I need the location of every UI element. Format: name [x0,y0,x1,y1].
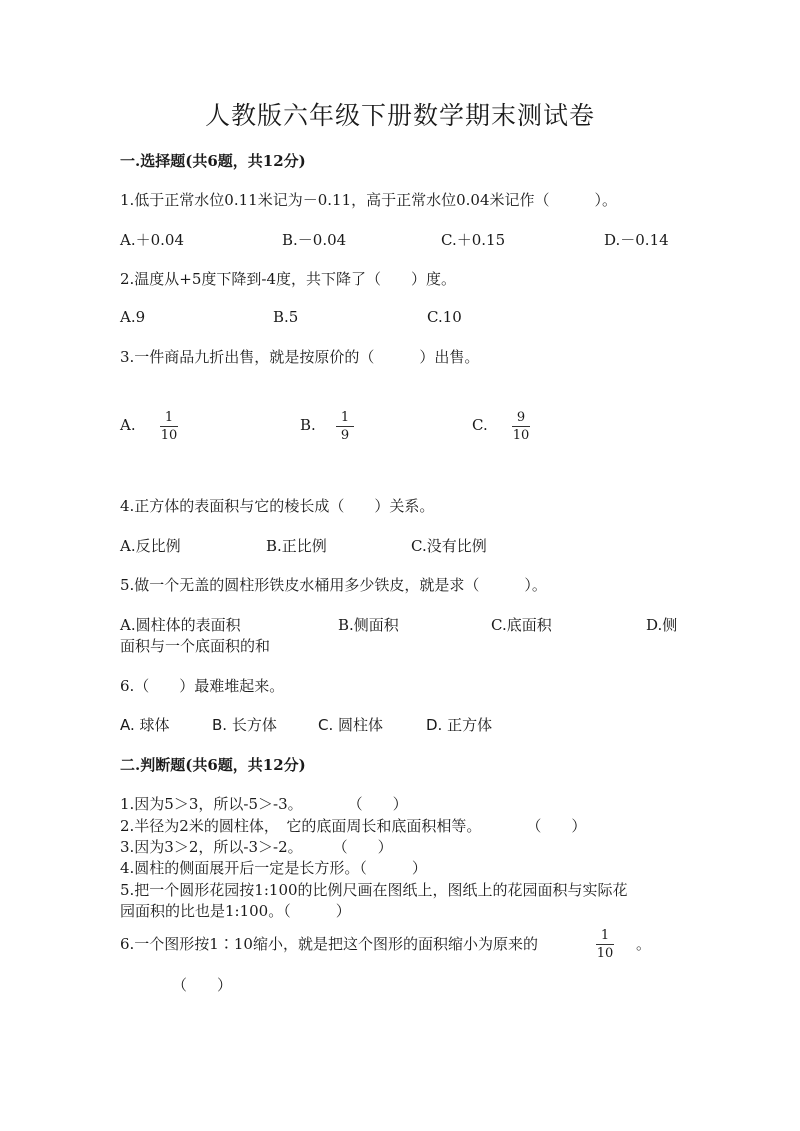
judgement-item-6-fraction [596,929,614,960]
judgement-item-4: 4.圆柱的侧面展开后一定是长方形。（ ） [120,859,427,877]
q6-option-d: D. 正方体 [426,716,493,734]
q5-option-a: A.圆柱体的表面积 [120,616,241,634]
fraction-numerator: 9 [516,410,526,425]
question-6: 6.（ ）最难堆起来。 [120,677,285,695]
q1-option-c: C.＋0.15 [441,231,506,249]
question-1: 1.低于正常水位0.11米记为－0.11，高于正常水位0.04米记作（ ）。 [120,191,618,209]
q3-option-a-label: A. [120,416,136,434]
section-heading-judgement: 二.判断题(共6题，共12分) [120,756,306,774]
fraction-numerator: 1 [600,928,610,943]
q3-option-b-fraction [336,411,354,442]
q5-option-b: B.侧面积 [338,616,399,634]
q6-option-b: B. 长方体 [212,716,277,734]
judgement-item-5: 5.把一个圆形花园按1:100的比例尺画在图纸上，图纸上的花园面积与实际花 [120,881,628,899]
judgement-item-6-answer-paren: （ ） [172,976,233,994]
q1-option-b: B.－0.04 [282,231,347,249]
judgement-item-6-end: 。 [636,935,652,953]
q4-option-b: B.正比例 [266,537,327,555]
q6-option-a: A. 球体 [120,716,170,734]
judgement-item-3: 3.因为3＞2，所以-3＞-2。 （ ） [120,838,393,856]
judgement-item-6: 6.一个图形按1∶10缩小，就是把这个图形的面积缩小为原来的 [120,935,538,953]
q3-option-c-label: C. [472,416,488,434]
q5-option-c: C.底面积 [491,616,552,634]
fraction-bar [512,426,530,427]
fraction-denominator: 9 [340,428,350,443]
page-title: 人教版六年级下册数学期末测试卷 [204,101,595,130]
fraction-numerator: 1 [164,410,174,425]
q5-option-d-continuation: 面积与一个底面积的和 [120,637,271,655]
fraction-denominator: 10 [512,428,530,443]
q3-option-b-label: B. [300,416,316,434]
judgement-item-1: 1.因为5＞3，所以-5＞-3。 （ ） [120,795,408,813]
q1-option-d: D.－0.14 [604,231,669,249]
question-4: 4.正方体的表面积与它的棱长成（ ）关系。 [120,497,435,515]
q4-option-c: C.没有比例 [411,537,487,555]
q5-option-d: D.侧 [646,616,678,634]
fraction-bar [336,426,354,427]
question-3: 3.一件商品九折出售，就是按原价的（ ）出售。 [120,348,480,366]
judgement-item-5-continuation: 园面积的比也是1:100。（ ） [120,902,351,920]
q3-option-a-fraction [160,411,178,442]
judgement-item-2: 2.半径为2米的圆柱体， 它的底面周长和底面积相等。 （ ） [120,817,587,835]
fraction-denominator: 10 [596,946,614,961]
question-5: 5.做一个无盖的圆柱形铁皮水桶用多少铁皮，就是求（ ）。 [120,576,547,594]
q4-option-a: A.反比例 [120,537,181,555]
fraction-numerator: 1 [340,410,350,425]
question-2: 2.温度从+5度下降到-4度，共下降了（ ）度。 [120,270,457,288]
q2-option-c: C.10 [427,308,462,326]
q1-option-a: A.＋0.04 [120,231,184,249]
q3-option-c-fraction [512,411,530,442]
q2-option-a: A.9 [120,308,146,326]
fraction-bar [596,944,614,945]
fraction-bar [160,426,178,427]
fraction-denominator: 10 [160,428,178,443]
q6-option-c: C. 圆柱体 [318,716,384,734]
section-heading-choice: 一.选择题(共6题，共12分) [120,152,306,170]
q2-option-b: B.5 [273,308,299,326]
